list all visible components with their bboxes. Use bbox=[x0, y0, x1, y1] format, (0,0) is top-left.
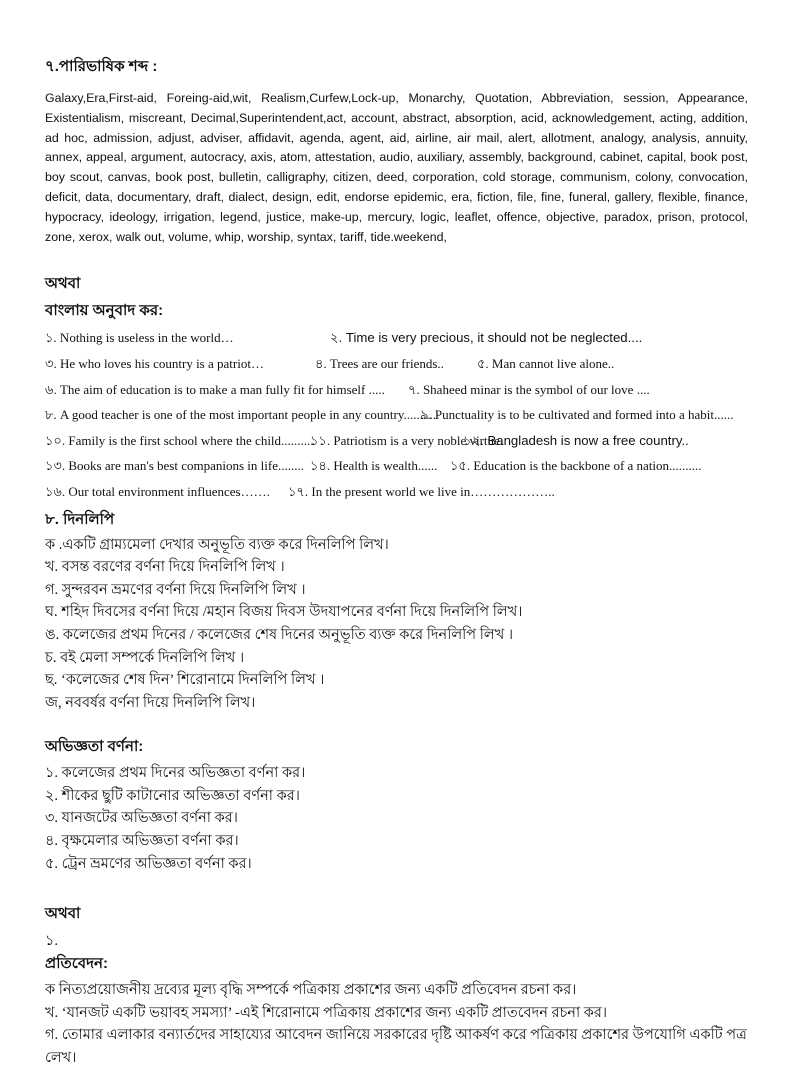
experience-task-1: ১. কলেজের প্রথম দিনের অভিজ্ঞতা বর্ণনা কর। bbox=[45, 765, 306, 782]
translation-row bbox=[45, 325, 748, 351]
section8-diary-heading: ৮. দিনলিপি bbox=[45, 510, 115, 528]
report-task-kha: খ. ‘যানজট একটি ভয়াবহ সমস্যা’ -এই শিরোনামে পত্রিকায় প্রকাশের জন্য একটি প্রাতবেদন রচনা কর। bbox=[45, 1004, 608, 1021]
diary-task-ja: জ, নববর্ষর বর্ণনা দিয়ে দিনলিপি লিখ। bbox=[45, 694, 256, 711]
diary-task-cha: চ. বই মেলা সম্পর্কে দিনলিপি লিখ । bbox=[45, 649, 245, 666]
or-divider-1: অথবা bbox=[45, 275, 81, 293]
experience-task-4: ৪. বৃক্ষমেলার অভিজ্ঞতা বর্ণনা কর। bbox=[45, 833, 239, 850]
diary-task-list bbox=[45, 534, 748, 715]
translation-sentence-list bbox=[45, 325, 748, 504]
translation-sentence-4: ৪. Trees are our friends.. bbox=[315, 355, 444, 371]
diary-task-gha: ঘ. শহিদ দিবসের বর্ণনা দিয়ে /মহান বিজয় দিবস উদযাপনের বর্ণনা দিয়ে দিনলিপি লিখ। bbox=[45, 604, 523, 621]
translation-sentence-16: ১৬. Our total environment influences……. bbox=[45, 483, 270, 499]
translation-sentence-3: ৩. He who loves his country is a patriot… bbox=[45, 355, 264, 371]
translation-sentence-15: ১৫. Education is the backbone of a nation.......... bbox=[450, 458, 702, 474]
translation-row bbox=[45, 428, 748, 454]
translation-sentence-12: ১২. Bangladesh is now a free country.. bbox=[463, 432, 689, 448]
translation-sentence-7: ৭. Shaheed minar is the symbol of our love .... bbox=[408, 381, 650, 397]
diary-task-chha: ছ. ‘কলেজের শেষ দিন’ শিরোনামে দিনলিপি লিখ । bbox=[45, 672, 325, 689]
experience-heading: অভিজ্ঞতা বর্ণনা: bbox=[45, 738, 144, 756]
terminology-word-list: Galaxy,Era,First-aid, Foreing-aid,wit, Realism,Curfew,Lock-up, Monarchy, Quotation, Abbreviation, session, Appearance, Existentialism, miscreant, Decimal,Superintendent,act, account, abstract, absorption, acid, acknowledgement, acting, addition, ad hoc, admission, adjust, adviser, affidavit, agenda, agent, aid, airline, air mail, alert, allotment, analogy, analysis, annuity, annex, appeal, argument, autocracy, axis, atom, attestation, audio, auxiliary, assembly, background, cabinet, capital, book post, boy scout, canvas, book post, bulletin, calligraphy, citizen, deed, corporation, cold storage, communism, colony, convocation, deficit, data, documentary, draft, dialect, design, edit, endorse epidemic, era, fiction, file, fine, funeral, gallery, flexible, finance, hypocracy, ideology, irrigation, legend, justice, make-up, mercury, logic, leaflet, offence, objective, paradox, prison, protocol, zone, xerox, walk out, volume, whip, worship, syntax, tariff, tide.weekend, bbox=[45, 91, 748, 244]
translation-sentence-11: ১১. Patriotism is a very noble virtue. bbox=[310, 432, 504, 448]
translation-sentence-6: ৬. The aim of education is to make a man fully fit for himself ..... bbox=[45, 381, 385, 397]
report-task-ka: ক নিত্যপ্রয়োজনীয় দ্রব্যের মূল্য বৃদ্ধি সম্পর্কে পত্রিকায় প্রকাশের জন্য একটি প্রতিবেদন রচনা কর। bbox=[45, 982, 577, 999]
diary-task-ga: গ. সুন্দরবন ভ্রমণের বর্ণনা দিয়ে দিনলিপি লিখ । bbox=[45, 581, 306, 598]
translation-row bbox=[45, 479, 748, 505]
report-section-number: ১. bbox=[45, 933, 59, 950]
translation-sentence-1: ১. Nothing is useless in the world… bbox=[45, 330, 234, 346]
section7-heading: ৭.পারিভাষিক শব্দ : bbox=[45, 58, 158, 75]
translation-sentence-5: ৫. Man cannot live alone.. bbox=[477, 355, 615, 371]
report-task-list bbox=[45, 979, 748, 1069]
translation-sentence-14: ১৪. Health is wealth...... bbox=[310, 458, 438, 474]
experience-task-list bbox=[45, 762, 748, 875]
translation-row bbox=[45, 377, 748, 403]
translation-sentence-13: ১৩. Books are man's best companions in life........ bbox=[45, 458, 304, 474]
translation-sentence-17: ১৭. In the present world we live in……………….. bbox=[288, 483, 555, 499]
translation-row bbox=[45, 453, 748, 479]
translation-row bbox=[45, 402, 748, 428]
experience-task-2: ২. শীকের ছুটি কাটানোর অভিজ্ঞতা বর্ণনা কর। bbox=[45, 787, 300, 804]
diary-task-kha: খ. বসন্ত বরণের বর্ণনা দিয়ে দিনলিপি লিখ । bbox=[45, 559, 285, 576]
diary-task-uma: ঙ. কলেজের প্রথম দিনের / কলেজের শেষ দিনের অনুভূতি ব্যক্ত করে দিনলিপি লিখ । bbox=[45, 626, 514, 643]
experience-task-5: ৫. ট্রেন ভ্রমণের অভিজ্ঞতা বর্ণনা কর। bbox=[45, 855, 252, 872]
or-divider-2: অথবা bbox=[45, 905, 81, 923]
translation-heading: বাংলায় অনুবাদ কর: bbox=[45, 302, 164, 320]
experience-task-3: ৩. যানজটের অভিজ্ঞতা বর্ণনা কর। bbox=[45, 810, 238, 827]
translation-sentence-8: ৮. A good teacher is one of the most important people in any country.......... bbox=[45, 407, 437, 423]
report-task-ga: গ. তোমার এলাকার বন্যার্তদের সাহায্যের আবেদন জানিয়ে সরকারের দৃষ্টি আকর্ষণ করে পত্রিকায় প্রকাশের উপযোগি একটি পত্র লেখ। bbox=[45, 1027, 747, 1067]
translation-sentence-10: ১০. Family is the first school where the child.......... bbox=[45, 432, 314, 448]
diary-task-ka: ক .একটি গ্রাম্যমেলা দেখার অনুভূতি ব্যক্ত করে দিনলিপি লিখ। bbox=[45, 536, 389, 553]
translation-sentence-9: ৯. Punctuality is to be cultivated and formed into a habit...... bbox=[420, 407, 734, 423]
translation-sentence-2: ২. Time is very precious, it should not be neglected.... bbox=[330, 330, 643, 346]
report-heading: প্রতিবেদন: bbox=[45, 955, 108, 973]
translation-row bbox=[45, 351, 748, 377]
